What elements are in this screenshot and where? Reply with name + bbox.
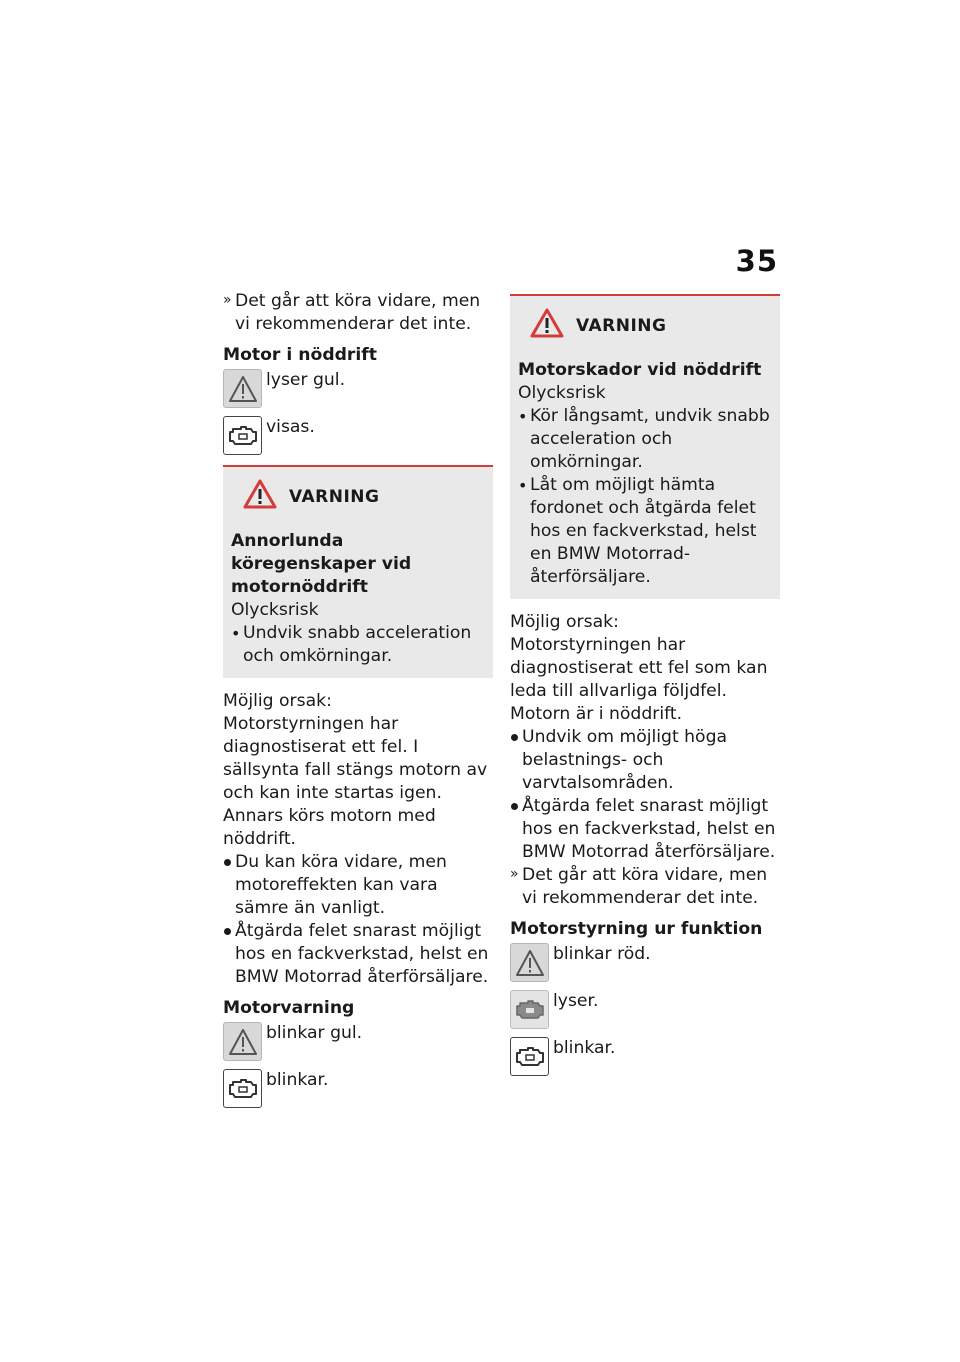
indicator-row <box>510 1037 780 1076</box>
indicator-text: blinkar. <box>266 1070 329 1090</box>
cause-text: Motorstyrningen har diagnostiserat ett fel. I sällsynta fall stängs motorn av och kan inte startas igen. Annars körs motorn med nöddrift. <box>223 714 488 849</box>
warning-header <box>518 308 772 345</box>
warning-box <box>223 465 493 678</box>
cause-text: Motorstyrningen har diagnostiserat ett fel som kan leda till allvarliga följdfel. Motorn är i nöddrift. <box>510 635 768 724</box>
action-item: Åtgärda felet snarast möjligt hos en fackverkstad, helst en BMW Motorrad återförsäljare. <box>223 920 493 989</box>
warning-risk: Olycksrisk <box>518 383 606 403</box>
indicator-row <box>223 1022 493 1061</box>
indicator-row <box>223 416 493 455</box>
indicator-row <box>510 943 780 982</box>
indicator-text: blinkar röd. <box>553 944 651 964</box>
engine-icon <box>510 1037 549 1076</box>
action-item: Du kan köra vidare, men motoreffekten kan vara sämre än vanligt. <box>223 851 493 920</box>
warning-triangle-icon <box>223 369 262 408</box>
warning-header <box>231 479 485 516</box>
indicator-row <box>510 990 780 1029</box>
action-item: Åtgärda felet snarast möjligt hos en fackverkstad, helst en BMW Motorrad återförsäljare. <box>510 795 780 864</box>
engine-icon <box>223 416 262 455</box>
red-warning-triangle-icon <box>243 479 277 516</box>
section-heading-motorstyrning: Motorstyrning ur funktion <box>510 919 763 939</box>
warning-title: Motorskador vid nöddrift <box>518 360 762 380</box>
indicator-text: lyser. <box>553 991 599 1011</box>
warning-risk: Olycksrisk <box>231 600 319 620</box>
warning-label: VARNING <box>576 316 667 336</box>
indicator-text: visas. <box>266 417 315 437</box>
indicator-text: lyser gul. <box>266 370 346 390</box>
engine-icon <box>223 1069 262 1108</box>
red-warning-triangle-icon <box>530 308 564 345</box>
indicator-row <box>223 369 493 408</box>
indicator-text: blinkar gul. <box>266 1023 363 1043</box>
warning-triangle-icon <box>510 943 549 982</box>
action-item: Undvik om möjligt höga belastnings- och varvtalsområden. <box>510 726 780 795</box>
warning-bullet: • Kör långsamt, undvik snabb acceleration och omkörningar. <box>518 405 772 474</box>
section-heading-motorvarning: Motorvarning <box>223 998 355 1018</box>
warning-triangle-icon <box>223 1022 262 1061</box>
indicator-row <box>223 1069 493 1108</box>
section-heading-motor-nöddrift: Motor i nöddrift <box>223 345 377 365</box>
warning-box <box>510 294 780 599</box>
intro-note: » Det går att köra vidare, men vi rekommenderar det inte. <box>223 290 493 336</box>
cause-label: Möjlig orsak: <box>223 691 332 711</box>
warning-bullet: • Låt om möjligt hämta fordonet och åtgärda felet hos en fackverkstad, helst en BMW Motorrad-återförsäljare. <box>518 474 772 589</box>
right-column <box>510 284 780 1084</box>
warning-label: VARNING <box>289 487 380 507</box>
indicator-text: blinkar. <box>553 1038 616 1058</box>
cause-label: Möjlig orsak: <box>510 612 619 632</box>
warning-bullet: • Undvik snabb acceleration och omkörningar. <box>231 622 485 668</box>
warning-title: Annorlunda köregenskaper vid motornöddrift <box>231 531 412 597</box>
outro-note: » Det går att köra vidare, men vi rekommenderar det inte. <box>510 864 780 910</box>
engine-icon <box>510 990 549 1029</box>
page-number: 35 <box>735 244 778 278</box>
left-column <box>223 290 493 1116</box>
